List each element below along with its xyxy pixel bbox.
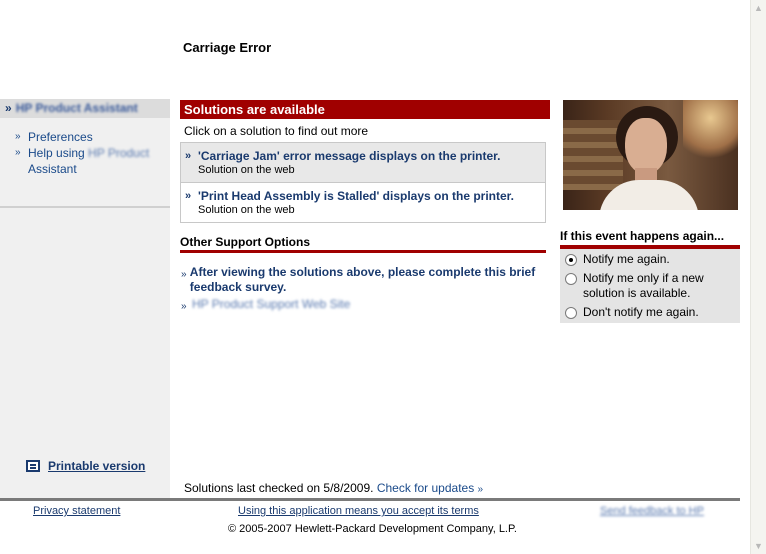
solution-description: Solution on the web <box>198 164 295 176</box>
last-checked-text: Solutions last checked on 5/8/2009. <box>184 481 374 495</box>
feedback-survey-link[interactable] <box>181 265 546 295</box>
send-feedback-link[interactable]: Send feedback to HP <box>600 505 704 517</box>
double-chevron-right-icon: » <box>185 150 192 162</box>
double-chevron-right-icon: » <box>15 147 21 158</box>
double-chevron-right-icon: » <box>15 131 21 142</box>
sidebar-header-label: HP Product Assistant <box>15 101 138 115</box>
solution-description: Solution on the web <box>198 204 295 216</box>
check-updates-link[interactable]: Check for updates <box>376 481 475 495</box>
divider <box>180 250 546 253</box>
last-checked-status <box>184 481 483 495</box>
radio-button[interactable] <box>565 307 577 319</box>
terms-link[interactable]: Using this application means you accept its terms <box>238 505 479 517</box>
support-website-link[interactable] <box>181 297 546 314</box>
double-chevron-right-icon: » <box>477 484 484 495</box>
sidebar-link-label[interactable]: Help using <box>28 146 89 160</box>
radio-button[interactable] <box>565 273 577 285</box>
notify-option-label[interactable]: Notify me only if a new solution is available. <box>583 271 704 300</box>
support-person-photo <box>563 100 738 210</box>
notify-option-never[interactable] <box>565 305 740 320</box>
vertical-scrollbar[interactable] <box>750 0 766 554</box>
footer-divider <box>0 498 740 501</box>
double-chevron-right-icon: » <box>5 101 12 115</box>
sidebar-link-label[interactable]: Preferences <box>28 130 93 144</box>
solutions-header: Solutions are available <box>180 100 550 119</box>
notify-option-new-solution[interactable] <box>565 271 740 301</box>
sidebar-link-label-suffix[interactable]: Assistant <box>28 162 77 176</box>
sidebar-link-label-blurred[interactable]: HP Product <box>88 146 150 160</box>
sidebar-link-preferences[interactable] <box>15 129 170 145</box>
sidebar <box>0 99 170 499</box>
notify-options <box>560 249 740 323</box>
solution-item[interactable] <box>181 183 545 223</box>
sidebar-header <box>0 99 170 118</box>
notify-panel <box>560 228 740 323</box>
printable-version-link[interactable] <box>26 459 145 473</box>
printable-version-label[interactable]: Printable version <box>48 459 146 473</box>
double-chevron-right-icon: » <box>181 301 187 312</box>
sidebar-link-help[interactable] <box>15 145 170 177</box>
feedback-survey-label[interactable]: After viewing the solutions above, please complete this brief feedback survey. <box>189 265 536 294</box>
solution-title[interactable]: 'Print Head Assembly is Stalled' displays on the printer. <box>198 189 515 203</box>
page-title: Carriage Error <box>183 40 272 55</box>
privacy-statement-link[interactable]: Privacy statement <box>33 505 121 517</box>
notify-option-again[interactable] <box>565 252 740 267</box>
notify-option-label[interactable]: Notify me again. <box>583 252 670 266</box>
notify-title: If this event happens again... <box>560 229 725 243</box>
solution-title[interactable]: 'Carriage Jam' error message displays on the printer. <box>198 149 501 163</box>
notify-option-label[interactable]: Don't notify me again. <box>583 305 699 319</box>
double-chevron-right-icon: » <box>181 269 187 280</box>
solutions-list <box>180 142 546 223</box>
sidebar-links <box>0 118 170 208</box>
scroll-down-icon[interactable]: ▼ <box>754 541 763 551</box>
double-chevron-right-icon: » <box>185 190 192 202</box>
printer-icon <box>26 460 40 472</box>
radio-button[interactable] <box>565 254 577 266</box>
other-support-list <box>181 265 546 316</box>
sidebar-link-help-text[interactable] <box>28 145 149 177</box>
other-support-title: Other Support Options <box>180 235 310 249</box>
support-website-label[interactable]: HP Product Support Web Site <box>192 297 351 311</box>
solutions-subtitle: Click on a solution to find out more <box>184 124 369 138</box>
scroll-up-icon[interactable]: ▲ <box>754 3 763 13</box>
copyright-text: © 2005-2007 Hewlett-Packard Development Company, L.P. <box>228 523 517 535</box>
solution-item[interactable] <box>181 143 545 183</box>
